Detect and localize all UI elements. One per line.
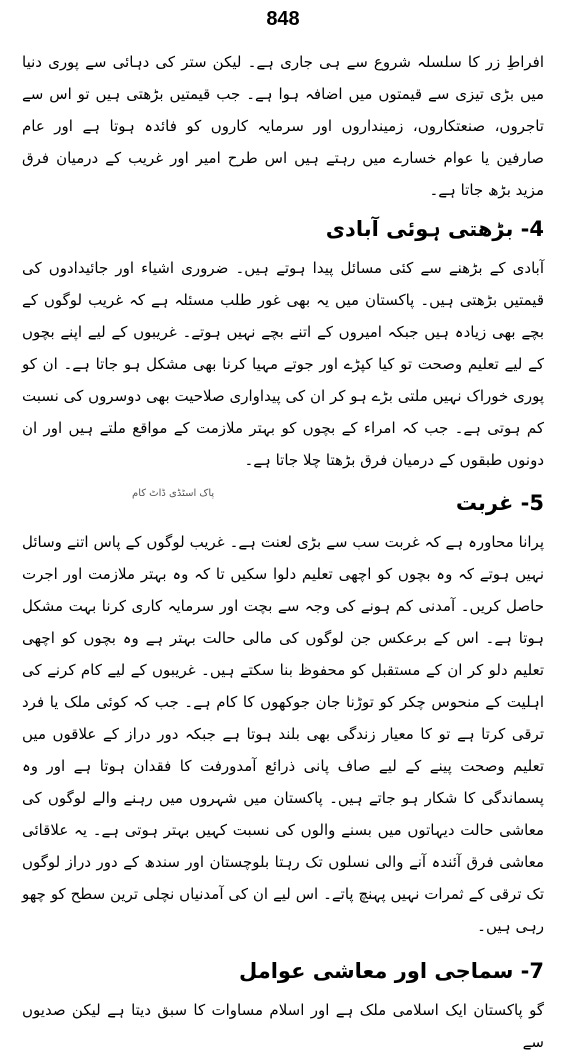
heading-population-growth: 4- بڑھتی ہوئی آبادی [325,217,544,241]
heading-social-economic-factors: 7- سماجی اور معاشی عوامل [238,959,544,983]
paragraph-population-growth: آبادی کے بڑھنے سے کئی مسائل پیدا ہوتے ہیں۔ ضروری اشیاء اور جائیدادوں کی قیمتیں بڑھتی ہیں۔ پاکستان میں یہ بھی غور طلب مسئلہ ہے کہ غریب لوگوں کے بچے بھی زیادہ ہیں جبکہ امیروں کے اتنے بچے نہیں ہوتے۔ غریبوں کے لیے اپنے بچوں کے لیے تعلیم وصحت تو کیا کپڑے اور جوتے مہیا کرنا بھی مشکل ہو جاتا ہے۔ ان کو پوری خوراک نہیں ملتی بڑے ہو کر ان کی پیداواری صلاحیت بھی دوسروں کی نسبت کم ہوتی ہے۔ جب کہ امراء کے بچوں کو بہتر ملازمت کے مواقع ملتے ہیں اور ان دونوں طبقوں کے درمیان فرق بڑھتا چلا جاتا ہے۔ [22,259,544,469]
heading-poverty [22,486,544,520]
paragraph-inflation: افراطِ زر کا سلسلہ شروع سے ہی جاری ہے۔ لیکن ستر کی دہائی سے پوری دنیا میں بڑی تیزی سے قیمتوں میں اضافہ ہوا ہے۔ جب قیمتیں بڑھتی ہیں تو اس سے تاجروں، صنعتکاروں، زمینداروں اور سرمایہ کاروں کو فائدہ ہوتا ہے اور عام صارفین یا عوام خسارے میں رہتے ہیں اس طرح امیر اور غریب کے درمیان فرق مزید بڑھ جاتا ہے۔ [22,53,544,199]
paragraph-poverty: پرانا محاورہ ہے کہ غربت سب سے بڑی لعنت ہے۔ غریب لوگوں کے پاس اتنے وسائل نہیں ہوتے کہ وہ بچوں کو اچھی تعلیم دلوا سکیں تا کہ وہ بہتر ملازمت اور اجرت حاصل کریں۔ آمدنی کم ہونے کی وجہ سے بچت اور سرمایہ کاری کرنا بہت مشکل ہوتا ہے۔ اس کے برعکس جن لوگوں کی مالی حالت بہتر ہے وہ بچوں کو اچھی تعلیم دلو کر ان کے مستقبل کو محفوظ بنا سکتے ہیں۔ غریبوں کے لیے کام کرنے کی اہلیت کے منحوس چکر کو توڑنا جان جوکھوں کا کام ہے۔ جب کہ کوئی ملک یا فرد ترقی کرتا ہے تو کا معیار زندگی بھی بلند ہوتا ہے جبکہ دور دراز کے علاقوں میں تعلیم وصحت پینے کے لیے صاف پانی ذرائع آمدورفت کا فقدان ہوتا ہے اور وہ پسماندگی کا شکار ہو جاتے ہیں۔ پاکستان میں شہروں میں رہنے والے لوگوں کی معاشی حالت دیہاتوں میں بسنے والوں کی نسبت کہیں بہتر ہوتی ہے۔ یہ علاقائی معاشی فرق آئندہ آنے والی نسلوں تک رہتا بلوچستان اور سندھ کے دور دراز لوگوں تک ترقی کے ثمرات نہیں پہنچ پاتے۔ اس لیے ان کی آمدنیاں نچلی ترین سطح کو چھو رہی ہیں۔ [22,533,544,935]
watermark-note: پاک اسٹڈی ڈاٹ کام [132,488,215,499]
page-number: 848 [266,8,300,30]
paragraph-social-economic-factors: گو پاکستان ایک اسلامی ملک ہے اور اسلام مساوات کا سبق دیتا ہے لیکن صدیوں سے [22,1001,544,1051]
heading-poverty-text: 5- غربت [455,491,544,515]
